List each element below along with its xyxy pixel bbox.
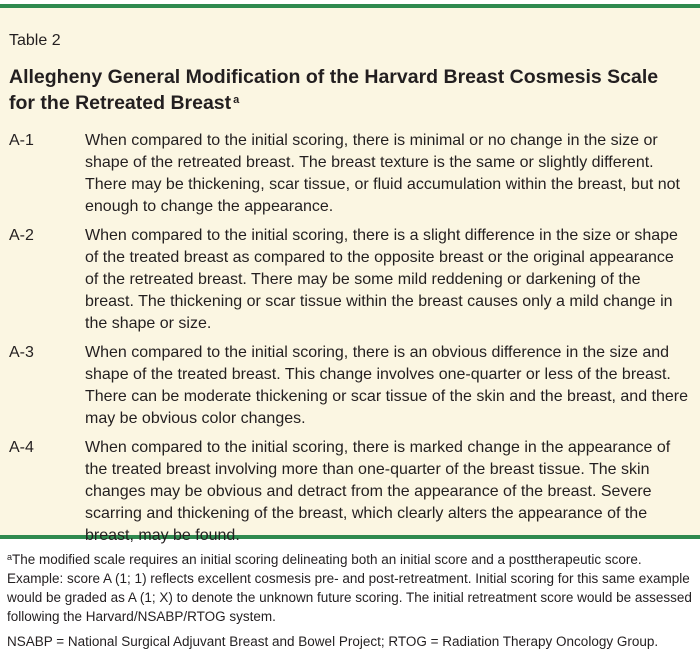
scale-description: When compared to the initial scoring, there is a slight difference in the size or shape of the treated breast as compared to the opposite breast or the original appearance of the retreated breast. There may be some mild reddening or darkening of the breast. The thickening or scar tissue within the breast causes only a mild change in the shape or size. xyxy=(85,227,678,332)
scale-code: A-1 xyxy=(9,132,34,149)
scale-description: When compared to the initial scoring, there is an obvious difference in the size and shape of the treated breast. This change involves one-quarter or less of the breast. There can be moderate thickening or scar tissue of the skin and the breast, and there may be obvious color changes. xyxy=(85,344,689,427)
scale-code: A-2 xyxy=(9,227,34,244)
footnote-a-text: The modified scale requires an initial scoring delineating both an initial score and a posttherapeutic score. Example: score A (1; 1) reflects excellent cosmesis pre- and post-retreatment. Initial scoring for this same example would be graded as A (1; X) to denote the unknown future scoring. The initial retreatment score would be assessed following the Harvard/NSABP/RTOG system. xyxy=(7,552,692,624)
scale-rows xyxy=(9,130,695,554)
footnote-marker: a xyxy=(7,552,13,562)
scale-row xyxy=(9,342,695,430)
scale-row xyxy=(9,130,695,218)
scale-code: A-3 xyxy=(9,344,34,361)
scale-row xyxy=(9,225,695,335)
scale-description: When compared to the initial scoring, there is minimal or no change in the size or shape of the retreated breast. The breast texture is the same or slightly different. There may be thickening, scar tissue, or fluid accumulation within the breast, but not enough to change the appearance. xyxy=(85,132,680,215)
scale-description: When compared to the initial scoring, there is marked change in the appearance of the treated breast involving more than one-quarter of the breast tissue. The skin changes may be obvious and detract from the appearance of the breast. Severe scarring and thickening of the breast, which clearly alters the appearance of the breast, may be found. xyxy=(85,439,671,544)
table-title-text: Allegheny General Modification of the Harvard Breast Cosmesis Scale for the Retreated Breast xyxy=(9,66,659,114)
scale-row xyxy=(9,437,695,547)
table-label: Table 2 xyxy=(9,32,61,49)
footnotes xyxy=(7,548,695,657)
title-footnote-marker: a xyxy=(233,94,240,106)
abbreviations-note: NSABP = National Surgical Adjuvant Breast and Bowel Project; RTOG = Radiation Therapy Oncology Group. xyxy=(7,634,659,649)
footnote-a xyxy=(7,548,695,626)
table-title xyxy=(9,66,689,115)
scale-code: A-4 xyxy=(9,439,34,456)
